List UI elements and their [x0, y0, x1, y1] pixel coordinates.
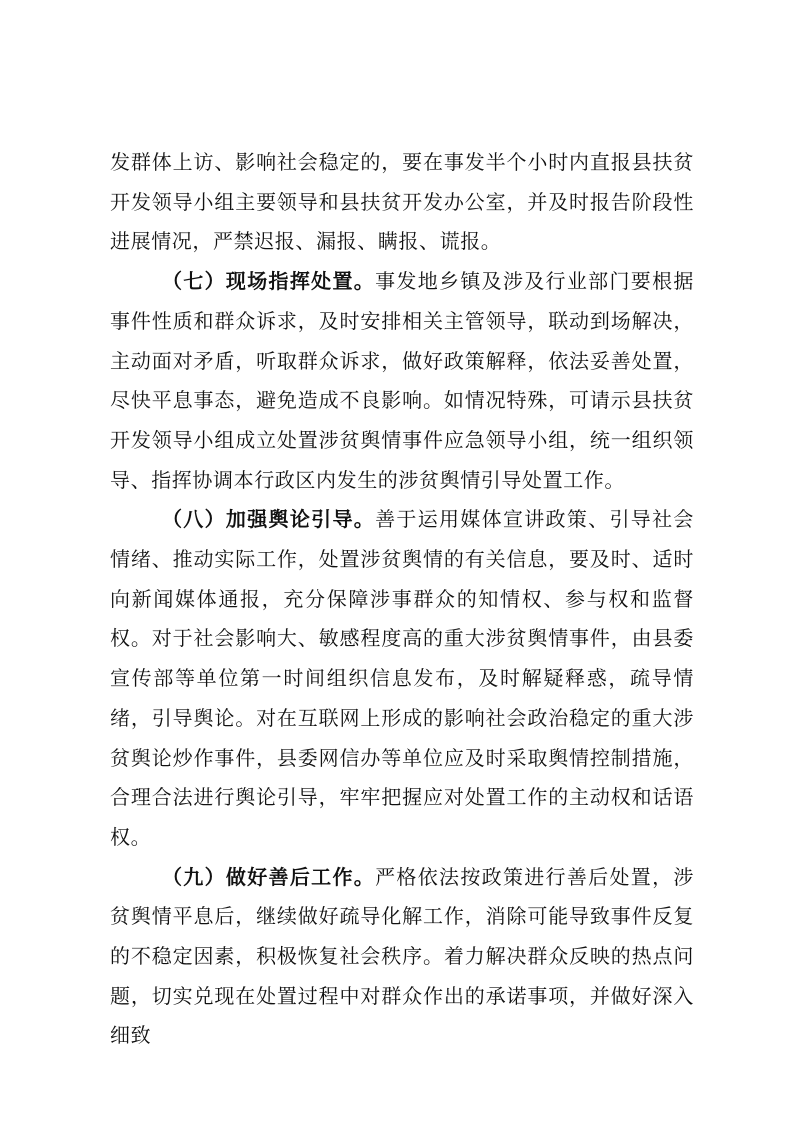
paragraph-aftermath: [110, 858, 694, 1057]
section-heading-7: （七）现场指挥处置。: [162, 269, 376, 294]
paragraph-text: 事发地乡镇及涉及行业部门要根据事件性质和群众诉求，及时安排相关主管领导，联动到场解决，主动面对矛盾，听取群众诉求，做好政策解释，依法妥善处置，尽快平息事态，避免造成不良影响。如情况特殊，可请示县扶贫开发领导小组成立处置涉贫舆情事件应急领导小组，统一组织领导、指挥协调本行政区内发生的涉贫舆情引导处置工作。: [110, 269, 695, 492]
paragraph-text: 严格依法按政策进行善后处置，涉贫舆情平息后，继续做好疏导化解工作，消除可能导致事件反复的不稳定因素，积极恢复社会秩序。着力解决群众反映的热点问题，切实兑现在处置过程中对群众作出的承诺事项，并做好深入细致: [110, 864, 695, 1048]
paragraph-public-opinion: [110, 500, 694, 857]
paragraph-continuation: [110, 143, 694, 262]
document-body: [110, 143, 694, 1056]
paragraph-on-site-command: [110, 262, 694, 500]
section-heading-8: （八）加强舆论引导。: [162, 507, 376, 532]
section-heading-9: （九）做好善后工作。: [162, 864, 376, 889]
paragraph-text: 发群体上访、影响社会稳定的，要在事发半个小时内直报县扶贫开发领导小组主要领导和县扶贫开发办公室，并及时报告阶段性进展情况，严禁迟报、漏报、瞒报、谎报。: [110, 150, 694, 254]
paragraph-text: 善于运用媒体宣讲政策、引导社会情绪、推动实际工作，处置涉贫舆情的有关信息，要及时、适时向新闻媒体通报，充分保障涉事群众的知情权、参与权和监督权。对于社会影响大、敏感程度高的重大涉贫舆情事件，由县委宣传部等单位第一时间组织信息发布，及时解疑释惑，疏导情绪，引导舆论。对在互联网上形成的影响社会政治稳定的重大涉贫舆论炒作事件，县委网信办等单位应及时采取舆情控制措施，合理合法进行舆论引导，牢牢把握应对处置工作的主动权和话语权。: [110, 507, 695, 849]
